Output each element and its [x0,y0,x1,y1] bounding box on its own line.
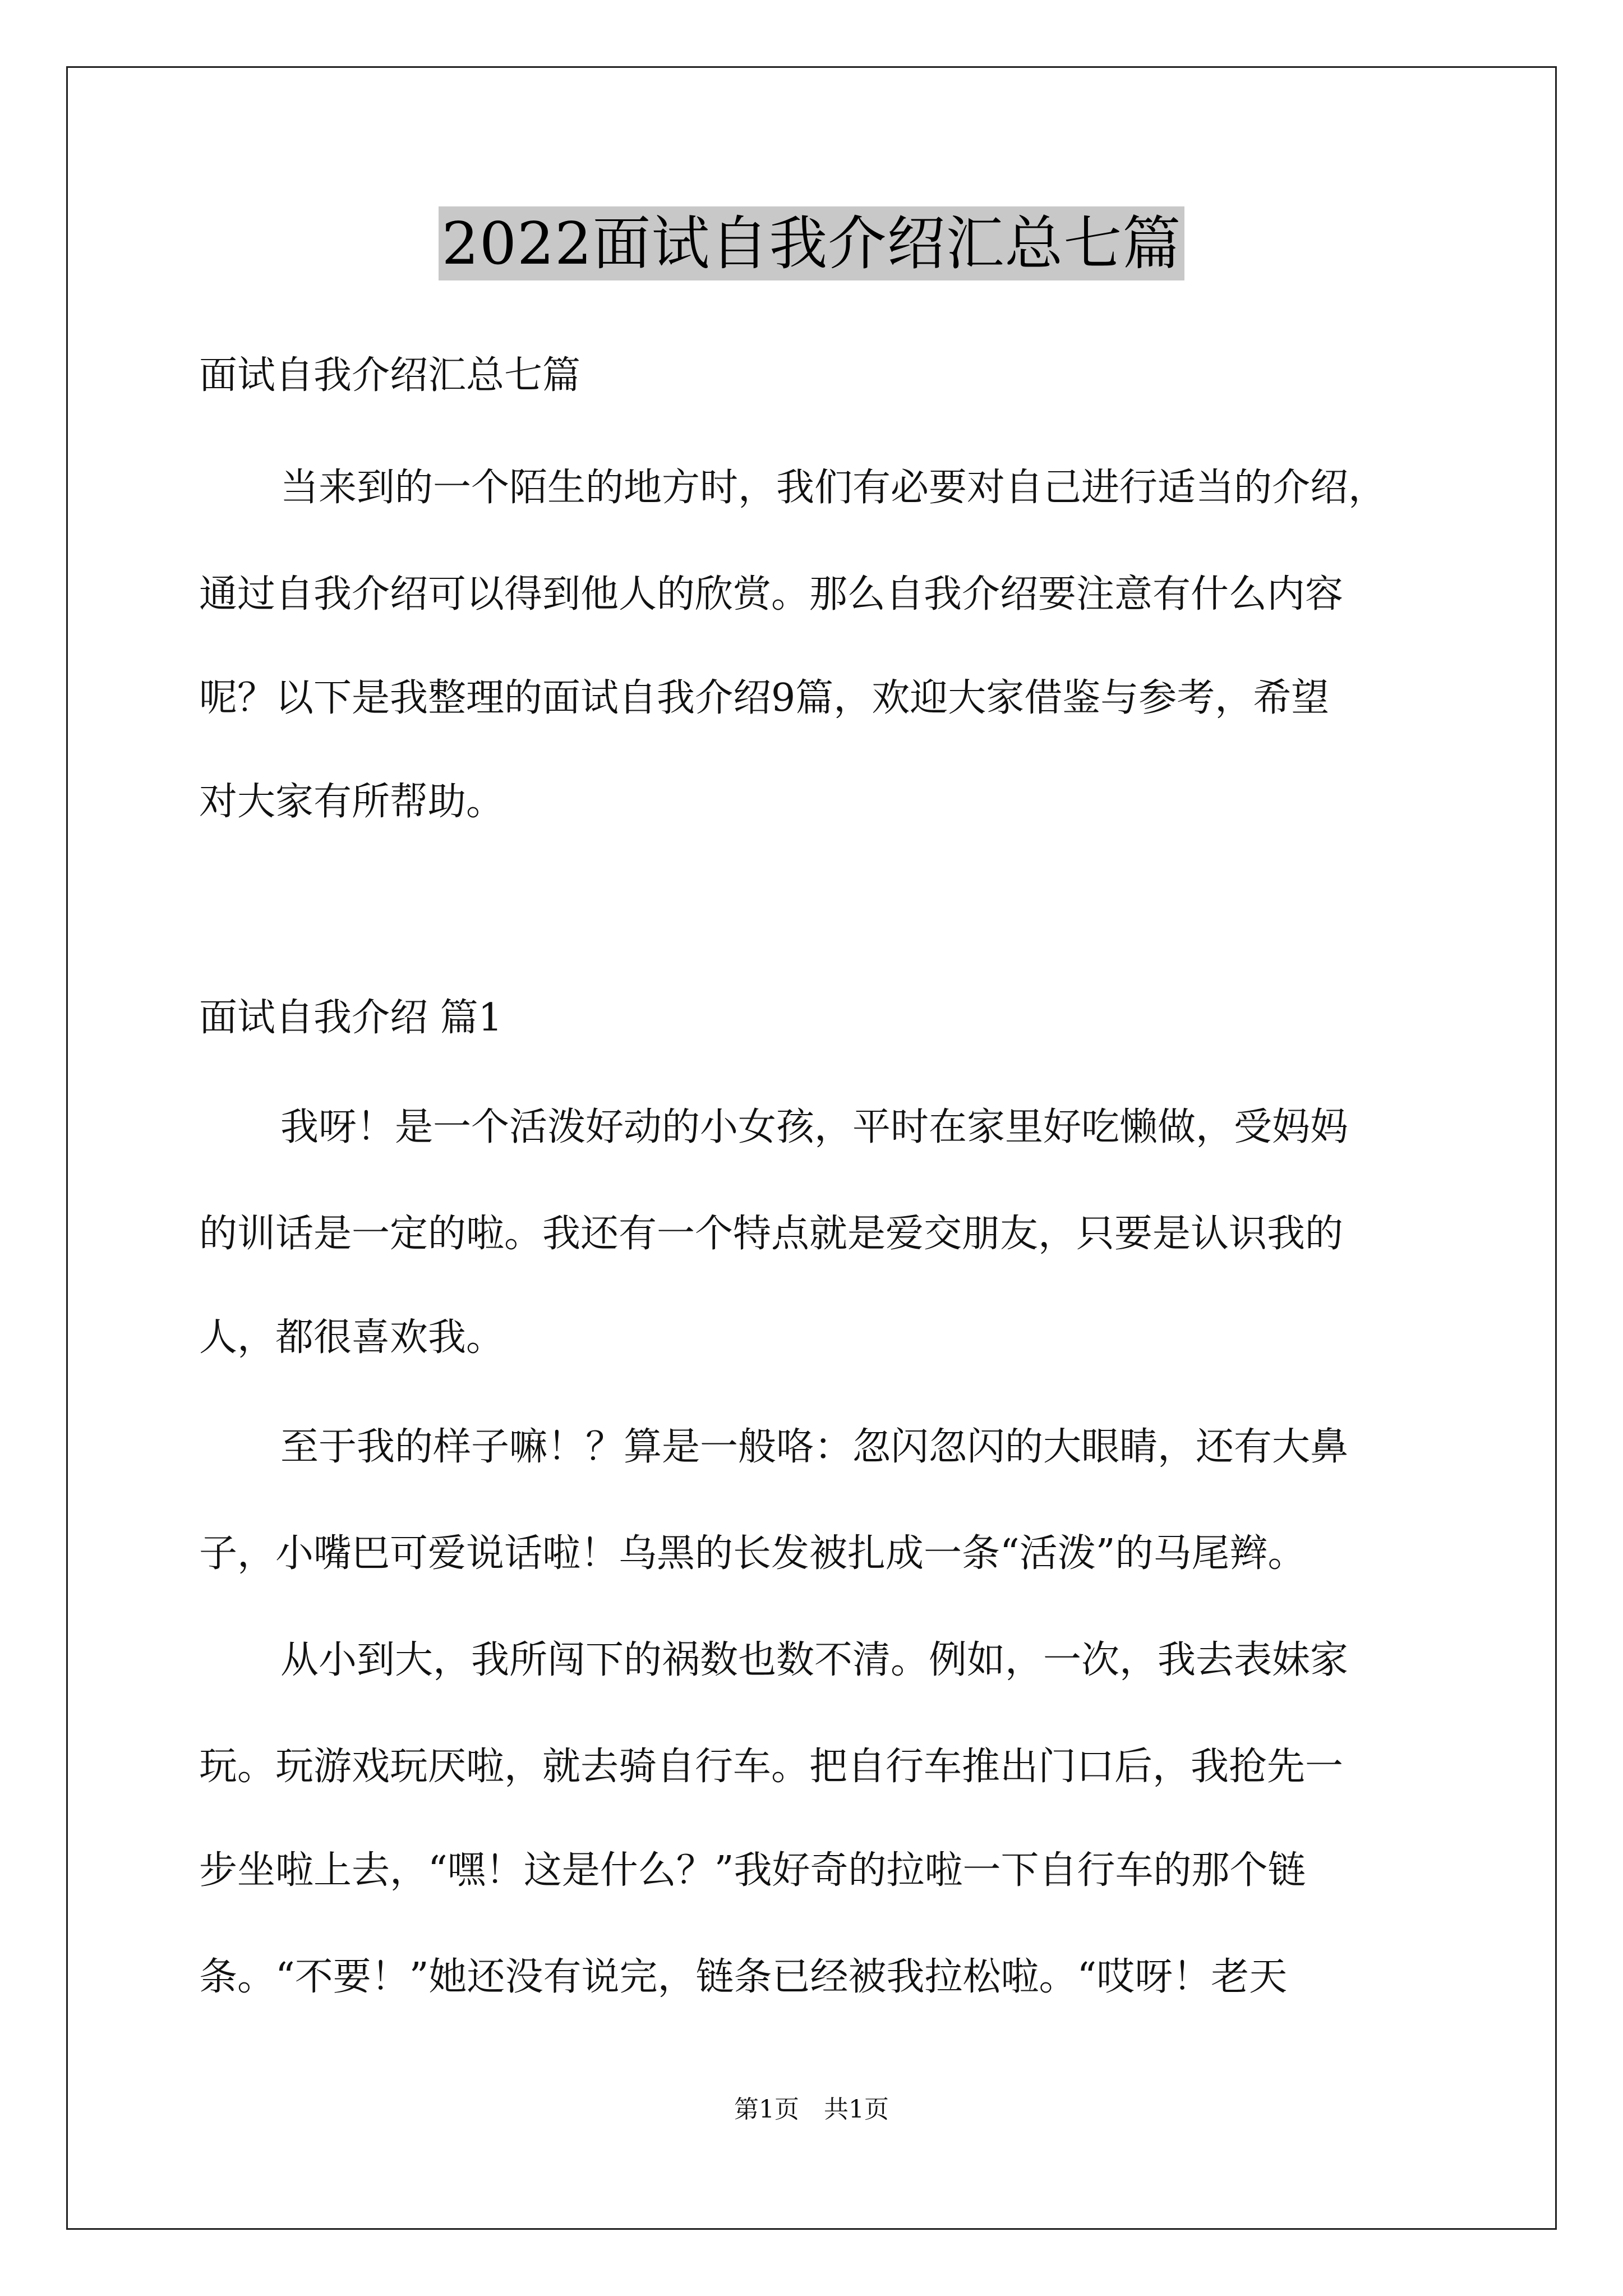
intro-line: 呢？以下是我整理的面试自我介绍9篇，欢迎大家借鉴与参考，希望 [199,676,1330,720]
section-heading: 面试自我介绍 篇1 [199,996,502,1040]
paragraph-line: 至于我的样子嘛！？算是一般咯：忽闪忽闪的大眼睛，还有大鼻 [280,1425,1349,1469]
intro-line: 通过自我介绍可以得到他人的欣赏。那么自我介绍要注意有什么内容 [199,572,1344,616]
document-subtitle: 面试自我介绍汇总七篇 [199,353,581,398]
paragraph-line: 我呀！是一个活泼好动的小女孩，平时在家里好吃懒做，受妈妈 [280,1105,1349,1149]
intro-line: 当来到的一个陌生的地方时，我们有必要对自己进行适当的介绍， [280,466,1387,510]
paragraph-line: 条。“不要！”她还没有说完，链条已经被我拉松啦。“哎呀！老天 [199,1955,1288,1999]
paragraph-line: 步坐啦上去，“嘿！这是什么？”我好奇的拉啦一下自行车的那个链 [199,1848,1306,1893]
paragraph-line: 玩。玩游戏玩厌啦，就去骑自行车。把自行车推出门口后，我抢先一 [199,1745,1344,1789]
paragraph-line: 人，都很喜欢我。 [199,1315,505,1360]
paragraph-line: 子，小嘴巴可爱说话啦！乌黑的长发被扎成一条“活泼”的马尾辫。 [199,1531,1306,1576]
intro-line: 对大家有所帮助。 [199,780,505,824]
page-footer: 第1页 共1页 [734,2095,889,2124]
document-title: 2022面试自我介绍汇总七篇 [439,206,1185,280]
paragraph-line: 的训话是一定的啦。我还有一个特点就是爱交朋友，只要是认识我的 [199,1212,1344,1256]
paragraph-line: 从小到大，我所闯下的祸数也数不清。例如，一次，我去表妹家 [280,1638,1349,1682]
title-container [0,206,1623,280]
